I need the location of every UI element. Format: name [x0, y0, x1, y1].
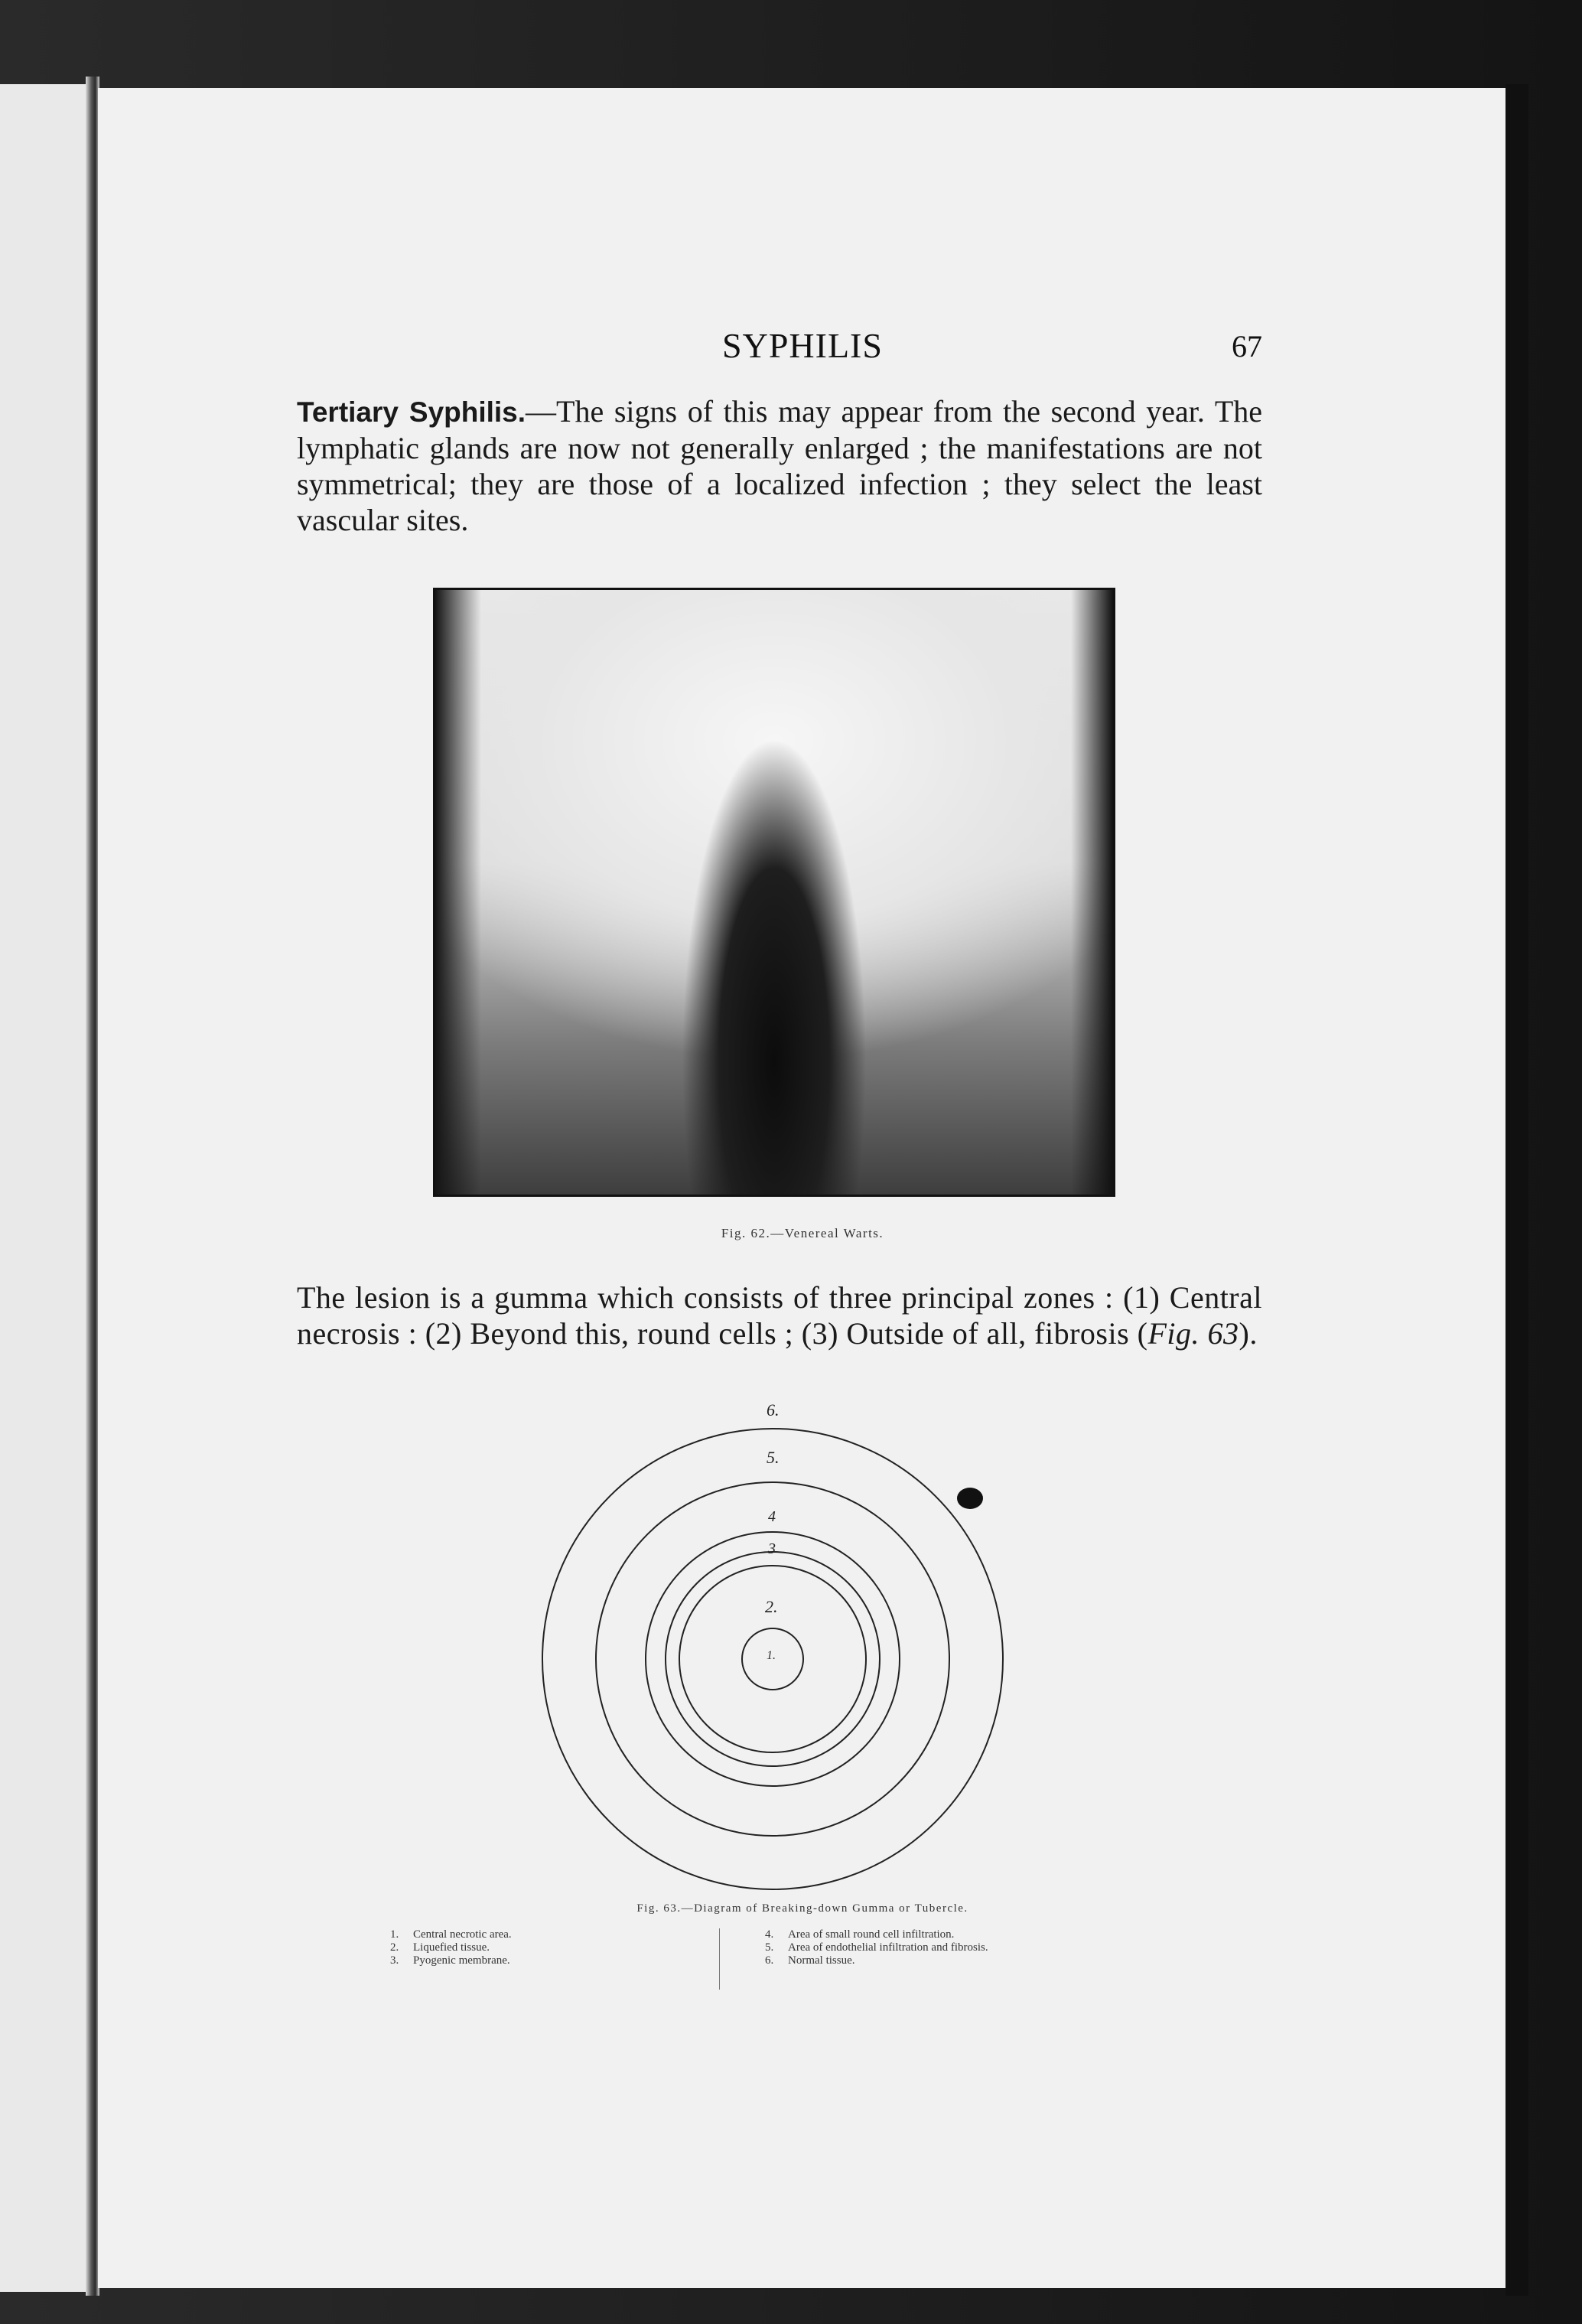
photo-shadow-right: [1071, 590, 1113, 1195]
zone-label-6: 6.: [767, 1400, 780, 1419]
figure-62-caption: Fig. 62.—Venereal Warts.: [721, 1226, 884, 1240]
page-number: 67: [1232, 329, 1262, 363]
figure-reference: Fig. 63: [1147, 1316, 1239, 1351]
legend-item: 1. Central necrotic area.: [390, 1928, 512, 1941]
figure-63-caption: Fig. 63.—Diagram of Breaking-down Gumma or Tubercle.: [636, 1902, 968, 1915]
figure-62-photograph: [433, 588, 1115, 1197]
legend-item: 2. Liquefied tissue.: [390, 1941, 490, 1954]
legend-item: 5. Area of endothelial infiltration and fibrosis.: [765, 1941, 988, 1954]
paragraph-gumma: [297, 1279, 1262, 1351]
figure-63-legend: [390, 1928, 1232, 1990]
paragraph-text: —The signs of this may appear from the second year. The lymphatic glands are now not generally enlarged ; the manifestations are not symmetrical; they are those of a localized infection ; they select the least vascular sites.: [297, 394, 1263, 537]
zone-label-3: 3: [768, 1540, 776, 1557]
legend-item: 3. Pyogenic membrane.: [390, 1954, 510, 1967]
page-edge-shadow: [1506, 84, 1528, 2296]
legend-column-right: [765, 1928, 988, 1967]
ink-blot: [957, 1488, 983, 1509]
legend-item: 4. Area of small round cell infiltration.: [765, 1928, 955, 1941]
zone-label-1: 1.: [767, 1649, 776, 1662]
legend-column-left: [390, 1928, 512, 1967]
zone-label-4: 4: [768, 1508, 776, 1525]
paragraph-text: The lesion is a gumma which consists of three principal zones : (1) Central necrosis : (2) Beyond this, round cells ; (3) Outside of all, fibrosis (: [297, 1280, 1262, 1351]
legend-divider: [719, 1928, 720, 1990]
figure-63-diagram: [528, 1400, 1017, 1890]
zone-label-2: 2.: [765, 1597, 778, 1616]
paragraph-text-end: ).: [1239, 1316, 1258, 1351]
paragraph-lead: Tertiary Syphilis.: [297, 396, 526, 428]
paragraph-tertiary-syphilis: [297, 393, 1262, 538]
facing-page-edge: [0, 84, 96, 2292]
zone-label-5: 5.: [767, 1448, 780, 1467]
running-head: [98, 325, 1507, 371]
page-title: SYPHILIS: [722, 326, 883, 365]
photo-shadow-left: [435, 590, 481, 1195]
legend-item: 6. Normal tissue.: [765, 1954, 855, 1967]
